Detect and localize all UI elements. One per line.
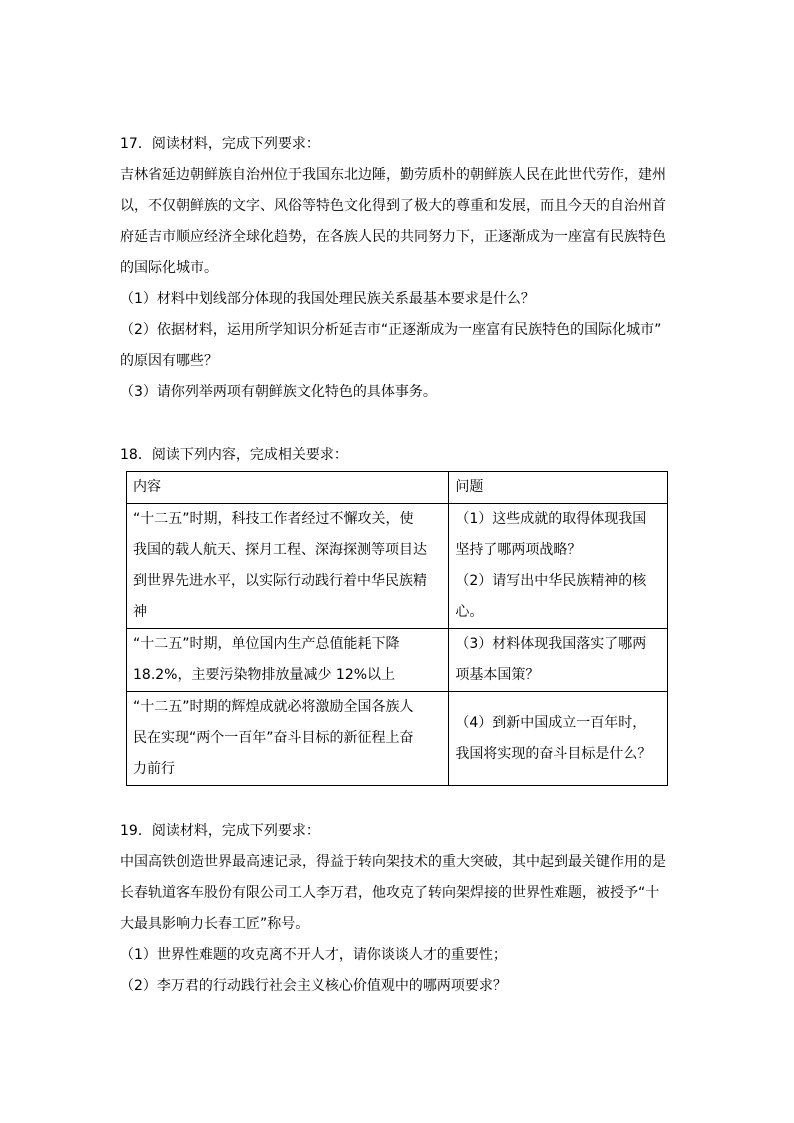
table-cell-question bbox=[449, 504, 668, 629]
cell-line: 18.2%，主要污染物排放量减少 12%以上 bbox=[133, 667, 396, 683]
question-19 bbox=[120, 816, 672, 1002]
question-17 bbox=[120, 129, 672, 408]
sub-question: （2）李万君的行动践行社会主义核心价值观中的哪两项要求？ bbox=[120, 978, 507, 994]
cell-line: 坚持了哪两项战略？ bbox=[455, 542, 582, 558]
material-line: 大最具影响力长春工匠”称号。 bbox=[120, 916, 310, 932]
cell-line: 神 bbox=[133, 604, 147, 620]
cell-line: 民在实现“两个一百年”奋斗目标的新征程上奋 bbox=[133, 730, 414, 746]
cell-line: 心。 bbox=[455, 604, 484, 620]
cell-line: （3）材料体现我国落实了哪两 bbox=[455, 636, 647, 652]
material-line: 吉林省延边朝鲜族自治州位于我国东北边陲，勤劳质朴的朝鲜族人民在此世代劳作，建州 bbox=[120, 167, 666, 183]
cell-line: 力前行 bbox=[133, 761, 175, 777]
question-19-heading: 19．阅读材料，完成下列要求： bbox=[120, 823, 320, 839]
sub-question: 的原因有哪些？ bbox=[120, 353, 218, 369]
question-18 bbox=[120, 440, 672, 471]
sub-question: （1）世界性难题的攻克离不开人才，请你谈谈人才的重要性； bbox=[120, 947, 507, 963]
material-line: 长春轨道客车股份有限公司工人李万君，他攻克了转向架焊接的世界性难题，被授予“十 bbox=[120, 885, 660, 901]
question-18-heading: 18．阅读下列内容，完成相关要求： bbox=[120, 447, 348, 463]
table-cell-question bbox=[449, 692, 668, 786]
table-row bbox=[127, 629, 668, 692]
table-header-cell: 内容 bbox=[127, 472, 449, 504]
table-header-cell: 问题 bbox=[449, 472, 668, 504]
material-line: 中国高铁创造世界最高速记录，得益于转向架技术的重大突破，其中起到最关键作用的是 bbox=[120, 854, 666, 870]
sub-question: （2）依据材料，运用所学知识分析延吉市“正逐渐成为一座富有民族特色的国际化城市” bbox=[120, 322, 662, 338]
table-row bbox=[127, 692, 668, 786]
table-cell-content bbox=[127, 629, 449, 692]
table-cell-content bbox=[127, 504, 449, 629]
material-line: 府延吉市顺应经济全球化趋势，在各族人民的共同努力下，正逐渐成为一座富有民族特色 bbox=[120, 229, 666, 245]
cell-line: （4）到新中国成立一百年时， bbox=[455, 714, 647, 731]
table-cell-question bbox=[449, 629, 668, 692]
table-cell-content bbox=[127, 692, 449, 786]
material-line: 以，不仅朝鲜族的文字、风俗等特色文化得到了极大的尊重和发展，而且今天的自治州首 bbox=[120, 198, 666, 214]
sub-question: （3）请你列举两项有朝鲜族文化特色的具体事务。 bbox=[120, 384, 437, 400]
cell-line: （2）请写出中华民族精神的核 bbox=[455, 573, 647, 589]
material-line: 的国际化城市。 bbox=[120, 260, 218, 276]
cell-line: “十二五”时期，单位国内生产总值能耗下降 bbox=[133, 636, 400, 652]
cell-line: 到世界先进水平，以实际行动践行着中华民族精 bbox=[133, 573, 427, 589]
table-row bbox=[127, 504, 668, 629]
cell-line: 项基本国策？ bbox=[455, 667, 540, 683]
table-header-row bbox=[127, 472, 668, 504]
cell-line: “十二五”时期，科技工作者经过不懈攻关，使 bbox=[133, 511, 414, 527]
cell-line: “十二五”时期的辉煌成就必将激励全国各族人 bbox=[133, 699, 414, 715]
sub-question: （1）材料中划线部分体现的我国处理民族关系最基本要求是什么？ bbox=[120, 291, 535, 307]
cell-line: 我国的载人航天、探月工程、深海探测等项目达 bbox=[133, 542, 427, 558]
cell-line: （1）这些成就的取得体现我国 bbox=[455, 511, 647, 527]
cell-line: 我国将实现的奋斗目标是什么？ bbox=[455, 745, 652, 762]
question-17-heading: 17．阅读材料，完成下列要求： bbox=[120, 136, 320, 152]
question-18-table bbox=[126, 471, 668, 786]
